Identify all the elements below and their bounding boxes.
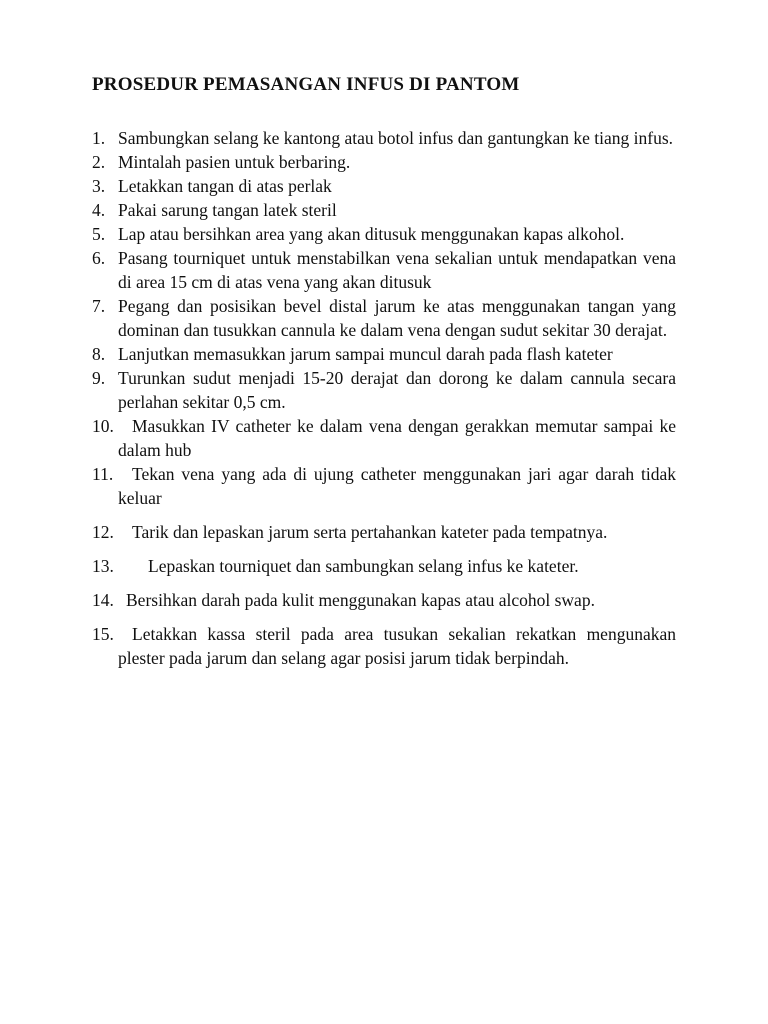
step-number: 5. <box>92 224 106 244</box>
list-item-step-4 <box>92 198 676 222</box>
list-item-step-5 <box>92 222 676 246</box>
list-item-step-6 <box>92 246 676 294</box>
step-number: 4. <box>92 200 106 220</box>
step-text: Turunkan sudut menjadi 15-20 derajat dan dorong ke dalam cannula secara perlahan sekitar 0,5 cm. <box>118 368 676 412</box>
step-text: Bersihkan darah pada kulit menggunakan kapas atau alcohol swap. <box>126 590 595 610</box>
step-text: Masukkan IV catheter ke dalam vena dengan gerakkan memutar sampai ke dalam hub <box>118 416 676 460</box>
step-number: 7. <box>92 296 106 316</box>
list-item-step-13 <box>92 554 676 578</box>
step-text: Sambungkan selang ke kantong atau botol infus dan gantungkan ke tiang infus. <box>118 128 674 148</box>
list-item-step-1 <box>92 126 676 150</box>
list-item-step-12 <box>92 520 676 544</box>
list-item-step-7 <box>92 294 676 342</box>
list-item-step-15 <box>92 622 676 670</box>
procedure-steps-list <box>92 126 676 670</box>
step-text: Tarik dan lepaskan jarum serta pertahankan kateter pada tempatnya. <box>132 522 608 542</box>
step-text: Lepaskan tourniquet dan sambungkan selang infus ke kateter. <box>148 556 579 576</box>
list-item-step-3 <box>92 174 676 198</box>
step-text: Mintalah pasien untuk berbaring. <box>118 152 351 172</box>
list-item-step-8 <box>92 342 676 366</box>
list-item-step-14 <box>92 588 676 612</box>
document-title: PROSEDUR PEMASANGAN INFUS DI PANTOM <box>92 74 520 95</box>
document-page <box>92 70 676 670</box>
list-item-step-2 <box>92 150 676 174</box>
step-text: Pasang tourniquet untuk menstabilkan vena sekalian untuk mendapatkan vena di area 15 cm di atas vena yang akan ditusuk <box>118 248 676 292</box>
step-text: Lanjutkan memasukkan jarum sampai muncul darah pada flash kateter <box>118 344 613 364</box>
step-text: Tekan vena yang ada di ujung catheter menggunakan jari agar darah tidak keluar <box>118 464 676 508</box>
step-number: 3. <box>92 176 106 196</box>
step-number: 6. <box>92 248 106 268</box>
step-text: Lap atau bersihkan area yang akan ditusuk menggunakan kapas alkohol. <box>118 224 625 244</box>
list-item-step-11 <box>92 462 676 510</box>
step-text: Pegang dan posisikan bevel distal jarum ke atas menggunakan tangan yang dominan dan tusukkan cannula ke dalam vena dengan sudut sekitar 30 derajat. <box>118 296 676 340</box>
step-number: 10. <box>92 416 114 436</box>
step-number: 8. <box>92 344 106 364</box>
step-number: 9. <box>92 368 106 388</box>
step-number: 12. <box>92 522 114 542</box>
list-item-step-10 <box>92 414 676 462</box>
step-number: 15. <box>92 624 114 644</box>
step-number: 1. <box>92 128 106 148</box>
step-number: 2. <box>92 152 106 172</box>
step-text: Pakai sarung tangan latek steril <box>118 200 337 220</box>
step-number: 11. <box>92 464 114 484</box>
step-text: Letakkan tangan di atas perlak <box>118 176 332 196</box>
step-number: 13. <box>92 556 114 576</box>
step-number: 14. <box>92 590 114 610</box>
step-text: Letakkan kassa steril pada area tusukan sekalian rekatkan mengunakan plester pada jarum dan selang agar posisi jarum tidak berpindah. <box>118 624 676 668</box>
list-item-step-9 <box>92 366 676 414</box>
